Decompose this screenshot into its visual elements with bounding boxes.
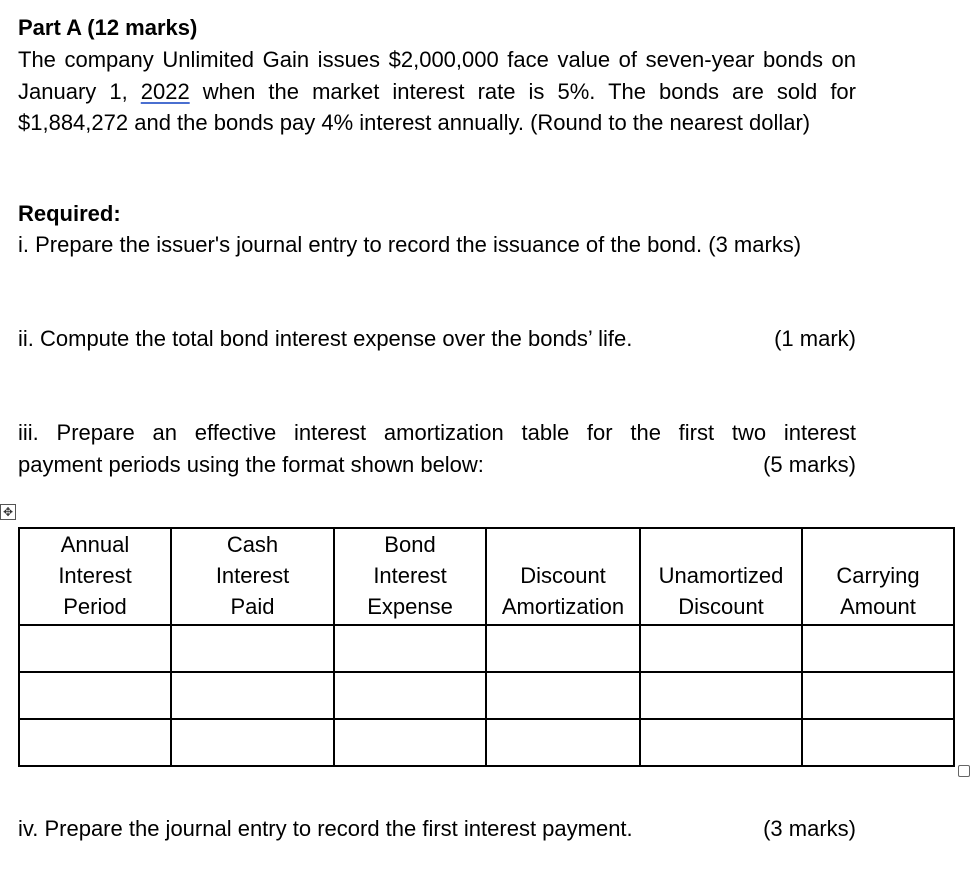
question-1 (18, 230, 856, 260)
header-cash-interest-paid: Cash Interest Paid (171, 528, 334, 625)
table-cell[interactable] (486, 672, 640, 719)
intro-text-end: when the market interest rate is 5%. The bonds are sold for $1,884,272 and the bonds pay 4% interest annually. (Round to the nearest dollar) (18, 78, 856, 135)
table-cell[interactable] (486, 625, 640, 672)
table-row (19, 719, 954, 766)
table-cell[interactable] (334, 672, 486, 719)
question-3-line-2 (18, 450, 856, 480)
table-header-row (19, 528, 954, 625)
table-cell[interactable] (802, 719, 954, 766)
amortization-table (18, 527, 955, 767)
table-cell[interactable] (640, 672, 802, 719)
table-cell[interactable] (334, 719, 486, 766)
table-cell[interactable] (19, 625, 171, 672)
underlined-year[interactable]: 2022 (140, 78, 190, 104)
question-2-text: ii. Compute the total bond interest expense over the bonds’ life. (18, 326, 633, 351)
table-cell[interactable] (171, 625, 334, 672)
table-row (19, 672, 954, 719)
table-cell[interactable] (640, 719, 802, 766)
question-2-marks: (1 mark) (774, 326, 856, 351)
table-cell[interactable] (640, 625, 802, 672)
table-cell[interactable] (802, 672, 954, 719)
table-cell[interactable] (486, 719, 640, 766)
question-4 (18, 814, 856, 844)
header-discount-amortization: Discount Amortization (486, 528, 640, 625)
table-cell[interactable] (802, 625, 954, 672)
table-cell[interactable] (171, 719, 334, 766)
table-cell[interactable] (19, 672, 171, 719)
header-carrying-amount: Carrying Amount (802, 528, 954, 625)
question-1-text: i. Prepare the issuer's journal entry to record the issuance of the bond. (3 marks) (18, 232, 802, 257)
header-annual-interest-period: Annual Interest Period (19, 528, 171, 625)
intro-paragraph (18, 44, 856, 139)
question-2 (18, 324, 856, 354)
table-cell[interactable] (19, 719, 171, 766)
move-arrows-icon[interactable]: ✥ (0, 504, 16, 520)
question-3-text: payment periods using the format shown below: (18, 452, 484, 477)
header-bond-interest-expense: Bond Interest Expense (334, 528, 486, 625)
question-3-line-1: iii. Prepare an effective interest amortization table for the first two interest (18, 420, 856, 445)
table-cell[interactable] (334, 625, 486, 672)
question-4-marks: (3 marks) (763, 816, 856, 841)
required-heading: Required: (18, 201, 121, 226)
header-unamortized-discount: Unamortized Discount (640, 528, 802, 625)
question-4-text: iv. Prepare the journal entry to record the first interest payment. (18, 816, 633, 841)
table-row (19, 625, 954, 672)
table-cell[interactable] (171, 672, 334, 719)
resize-square-icon[interactable] (958, 765, 970, 777)
intro-text-start: The company Unlimited Gain issues $2,000,000 face value of seven-year bonds on January 1, (18, 47, 856, 104)
question-3-marks: (5 marks) (763, 452, 856, 477)
part-title: Part A (12 marks) (18, 15, 198, 40)
